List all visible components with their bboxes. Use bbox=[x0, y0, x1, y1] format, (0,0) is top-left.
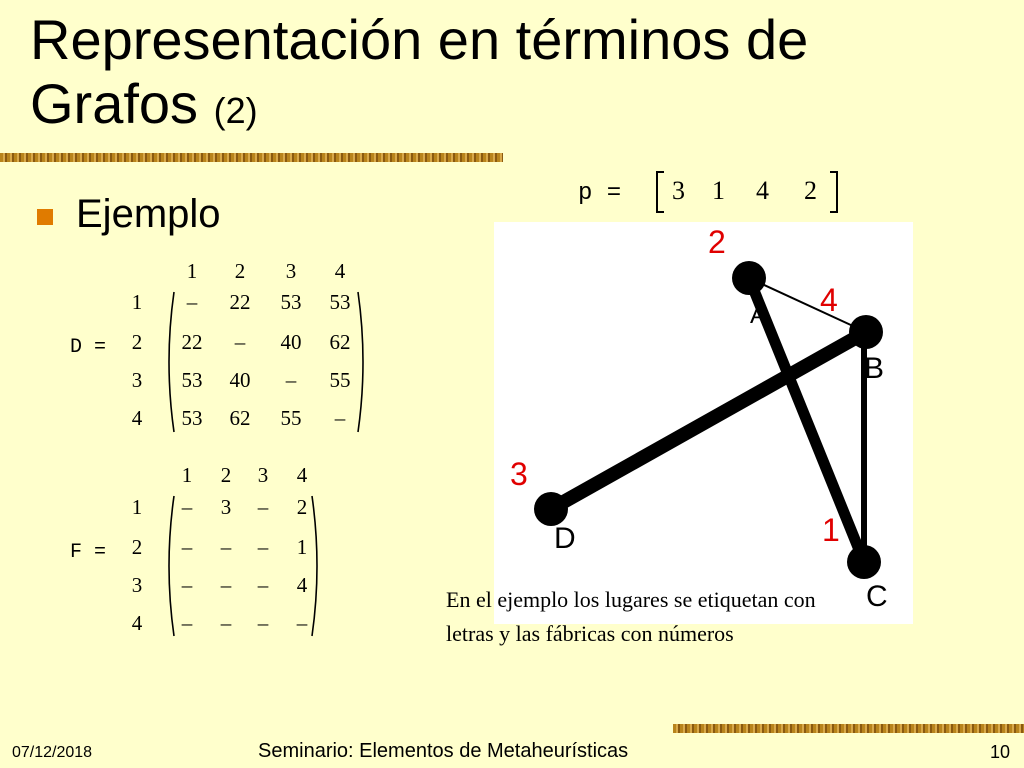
node-a bbox=[732, 261, 766, 295]
node-letter-a: A bbox=[750, 302, 767, 329]
matrix_F-col-header: 1 bbox=[181, 463, 193, 487]
matrix_F-cell: 3 bbox=[220, 495, 232, 519]
matrix_D-cell: 22 bbox=[181, 330, 203, 354]
matrix_D-cell: 55 bbox=[329, 368, 351, 392]
p-value-1: 3 bbox=[672, 176, 685, 205]
node-number-2: 2 bbox=[708, 224, 726, 260]
matrix_F-cell: – bbox=[257, 495, 269, 519]
matrix_D-cell: 53 bbox=[280, 290, 302, 314]
slide-title bbox=[30, 8, 990, 143]
title-main: Representación en términos de Grafos bbox=[30, 8, 809, 135]
matrix_F-cell: – bbox=[181, 495, 193, 519]
matrix_D-col-header: 1 bbox=[186, 259, 198, 283]
matrix_F-cell: – bbox=[257, 573, 269, 597]
matrix_D-row-header: 1 bbox=[131, 290, 143, 314]
matrix_F-cell: – bbox=[296, 611, 308, 635]
matrix_F-cell: – bbox=[181, 535, 193, 559]
matrix_D-cell: 53 bbox=[329, 290, 351, 314]
matrix-f-label: F = bbox=[70, 541, 107, 564]
title-divider bbox=[0, 153, 503, 162]
matrix_D-cell: 22 bbox=[229, 290, 251, 314]
matrix_D-col-header: 4 bbox=[334, 259, 346, 283]
matrix_D-cell: 53 bbox=[181, 368, 203, 392]
matrix_F-col-header: 2 bbox=[220, 463, 232, 487]
matrix_D-cell: – bbox=[186, 290, 198, 314]
matrix_D-cell: 55 bbox=[280, 406, 302, 430]
node-d bbox=[534, 492, 568, 526]
p-value-2: 1 bbox=[712, 176, 725, 205]
matrix_F-cell: – bbox=[220, 535, 232, 559]
p-vector-label: p = bbox=[578, 180, 622, 207]
edge-a-c bbox=[749, 278, 864, 562]
matrix_D-row-header: 2 bbox=[131, 330, 143, 354]
matrix_F-cell: – bbox=[257, 535, 269, 559]
matrix-d-label: D = bbox=[70, 336, 107, 359]
bullet-text: Ejemplo bbox=[76, 192, 221, 236]
matrix_D-cell: 40 bbox=[229, 368, 251, 392]
matrix_F-cell: – bbox=[257, 611, 269, 635]
node-letter-d: D bbox=[554, 522, 576, 555]
matrix_D-cell: 62 bbox=[229, 406, 251, 430]
matrix_F-col-header: 3 bbox=[257, 463, 269, 487]
node-letter-c: C bbox=[866, 580, 888, 613]
matrix_D-col-header: 3 bbox=[285, 259, 297, 283]
matrix_D-row-header: 3 bbox=[131, 368, 143, 392]
p-value-4: 2 bbox=[804, 176, 817, 205]
matrix_D-cell: 62 bbox=[329, 330, 351, 354]
matrix_F-cell: – bbox=[220, 573, 232, 597]
matrix_D-cell: 53 bbox=[181, 406, 203, 430]
graph-panel bbox=[494, 222, 913, 624]
matrix_F-row-header: 1 bbox=[131, 495, 143, 519]
matrix_F-cell: – bbox=[181, 611, 193, 635]
node-number-3: 3 bbox=[510, 456, 528, 492]
node-c bbox=[847, 545, 881, 579]
matrix_F-row-header: 3 bbox=[131, 573, 143, 597]
edge-b-d bbox=[551, 332, 866, 509]
matrix_F-cell: 2 bbox=[296, 495, 308, 519]
matrix_F-row-header: 4 bbox=[131, 611, 143, 635]
matrix_F-col-header: 4 bbox=[296, 463, 308, 487]
example-note: En el ejemplo los lugares se etiquetan con letras y las fábricas con números bbox=[446, 587, 816, 646]
footer-date: 07/12/2018 bbox=[12, 744, 93, 761]
p-value-3: 4 bbox=[756, 176, 769, 205]
node-b bbox=[849, 315, 883, 349]
matrix_D-cell: – bbox=[285, 368, 297, 392]
matrix_D-row-header: 4 bbox=[131, 406, 143, 430]
footer-title: Seminario: Elementos de Metaheurísticas bbox=[258, 740, 629, 762]
node-letter-b: B bbox=[864, 352, 885, 385]
matrix_F-row-header: 2 bbox=[131, 535, 143, 559]
graph-drawing bbox=[494, 222, 913, 624]
footer-divider bbox=[673, 724, 1024, 733]
matrix_D-cell: 40 bbox=[280, 330, 302, 354]
title-sub: (2) bbox=[213, 90, 258, 131]
footer-page-number: 10 bbox=[990, 742, 1011, 762]
node-number-1: 1 bbox=[822, 512, 840, 548]
matrix_D-cell: – bbox=[334, 406, 346, 430]
matrix_F-cell: – bbox=[220, 611, 232, 635]
matrix_F-cell: 1 bbox=[296, 535, 308, 559]
matrix_D-col-header: 2 bbox=[234, 259, 246, 283]
bullet-square-icon bbox=[37, 209, 53, 225]
matrix_D-cell: – bbox=[234, 330, 246, 354]
matrix_F-cell: 4 bbox=[296, 573, 308, 597]
matrix_F-cell: – bbox=[181, 573, 193, 597]
node-number-4: 4 bbox=[820, 282, 838, 318]
